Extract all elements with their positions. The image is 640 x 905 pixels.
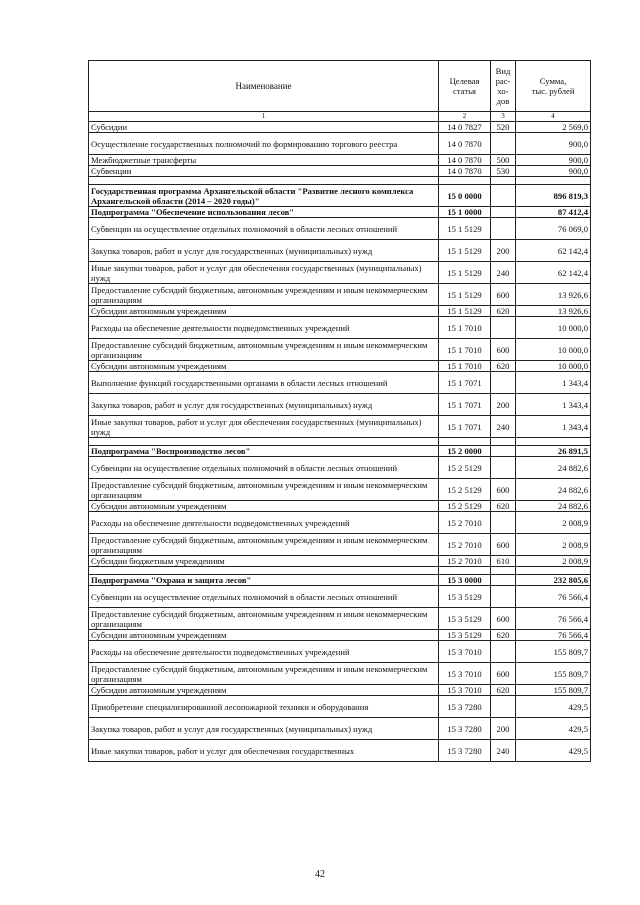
cell-name: Предоставление субсидий бюджетным, автономным учреждениям и иным некоммерческим организациям: [89, 663, 439, 685]
cell-type: [491, 446, 516, 457]
table-row: [89, 361, 591, 372]
cell-sum: 24 882,6: [516, 501, 591, 512]
cell-name: Субсидии автономным учреждениям: [89, 685, 439, 696]
cell-type: [491, 317, 516, 339]
cell-sum: 10 000,0: [516, 361, 591, 372]
empty-cell: [89, 438, 439, 446]
cell-sum: 1 343,4: [516, 372, 591, 394]
cell-name: Субвенции на осуществление отдельных полномочий в области лесных отношений: [89, 586, 439, 608]
table-row: [89, 718, 591, 740]
cell-code: 15 1 7010: [439, 339, 491, 361]
table-row: [89, 394, 591, 416]
cell-code: 15 2 7010: [439, 556, 491, 567]
cell-name: Субсидии автономным учреждениям: [89, 630, 439, 641]
table-row: [89, 339, 591, 361]
page-number: 42: [315, 869, 325, 880]
cell-code: 15 2 5129: [439, 479, 491, 501]
table-row: [89, 740, 591, 762]
cell-type: [491, 512, 516, 534]
cell-type: 600: [491, 663, 516, 685]
table-row: [89, 446, 591, 457]
cell-name: Расходы на обеспечение деятельности подведомственных учреждений: [89, 512, 439, 534]
cell-name: Субсидии автономным учреждениям: [89, 361, 439, 372]
table-row: [89, 586, 591, 608]
cell-type: 600: [491, 608, 516, 630]
cell-sum: 76 566,4: [516, 630, 591, 641]
cell-name: Предоставление субсидий бюджетным, автономным учреждениям и иным некоммерческим организациям: [89, 284, 439, 306]
cell-type: 200: [491, 240, 516, 262]
cell-code: 14 0 7870: [439, 155, 491, 166]
empty-cell: [516, 438, 591, 446]
cell-name: Субсидии: [89, 122, 439, 133]
cell-name: Предоставление субсидий бюджетным, автономным учреждениям и иным некоммерческим организациям: [89, 608, 439, 630]
cell-sum: 62 142,4: [516, 240, 591, 262]
table-row: [89, 685, 591, 696]
cell-sum: 900,0: [516, 133, 591, 155]
cell-type: 610: [491, 556, 516, 567]
cell-type: 600: [491, 534, 516, 556]
spacer-row: [89, 177, 591, 185]
cell-name: Субвенции: [89, 166, 439, 177]
table-row: [89, 608, 591, 630]
cell-code: 14 0 7870: [439, 133, 491, 155]
header-type: Вид рас- хо- дов: [491, 61, 516, 112]
table-row: [89, 512, 591, 534]
cell-type: 240: [491, 262, 516, 284]
cell-code: 15 1 7010: [439, 317, 491, 339]
header-sum: Сумма, тыс. рублей: [516, 61, 591, 112]
empty-cell: [491, 567, 516, 575]
table-row: [89, 166, 591, 177]
column-number: 2: [439, 112, 491, 122]
empty-cell: [491, 438, 516, 446]
budget-table: [88, 60, 591, 762]
cell-code: 15 1 5129: [439, 284, 491, 306]
cell-sum: 10 000,0: [516, 339, 591, 361]
table-row: [89, 663, 591, 685]
cell-sum: 429,5: [516, 718, 591, 740]
cell-sum: 900,0: [516, 166, 591, 177]
table-body: [89, 122, 591, 762]
cell-name: Подпрограмма "Охрана и защита лесов": [89, 575, 439, 586]
table-row: [89, 630, 591, 641]
cell-code: 15 3 0000: [439, 575, 491, 586]
cell-sum: 87 412,4: [516, 207, 591, 218]
column-number: 1: [89, 112, 439, 122]
cell-sum: 76 069,0: [516, 218, 591, 240]
cell-sum: 10 000,0: [516, 317, 591, 339]
cell-code: 15 2 5129: [439, 457, 491, 479]
cell-sum: 429,5: [516, 740, 591, 762]
cell-code: 15 3 7010: [439, 663, 491, 685]
cell-name: Приобретение специализированной лесопожарной техники и оборудования: [89, 696, 439, 718]
cell-type: [491, 586, 516, 608]
spacer-row: [89, 567, 591, 575]
cell-code: 15 1 5129: [439, 218, 491, 240]
cell-code: 15 2 0000: [439, 446, 491, 457]
table-row: [89, 207, 591, 218]
cell-name: Выполнение функций государственными органами в области лесных отношений: [89, 372, 439, 394]
cell-type: 240: [491, 416, 516, 438]
cell-code: 15 1 7010: [439, 361, 491, 372]
table-row: [89, 416, 591, 438]
cell-code: 15 3 7280: [439, 718, 491, 740]
table-row: [89, 284, 591, 306]
table-row: [89, 556, 591, 567]
cell-name: Субвенции на осуществление отдельных полномочий в области лесных отношений: [89, 218, 439, 240]
cell-type: [491, 457, 516, 479]
empty-cell: [516, 177, 591, 185]
cell-code: 15 1 0000: [439, 207, 491, 218]
cell-code: 15 0 0000: [439, 185, 491, 207]
cell-type: [491, 575, 516, 586]
empty-cell: [491, 177, 516, 185]
table-row: [89, 155, 591, 166]
cell-type: 620: [491, 306, 516, 317]
cell-type: 620: [491, 685, 516, 696]
cell-code: 15 2 5129: [439, 501, 491, 512]
cell-sum: 26 891,5: [516, 446, 591, 457]
cell-code: 15 3 7280: [439, 740, 491, 762]
table-row: [89, 262, 591, 284]
cell-sum: 13 926,6: [516, 306, 591, 317]
cell-name: Закупка товаров, работ и услуг для государственных (муниципальных) нужд: [89, 394, 439, 416]
table-row: [89, 479, 591, 501]
empty-cell: [516, 567, 591, 575]
table-row: [89, 306, 591, 317]
cell-sum: 2 569,0: [516, 122, 591, 133]
header-name: Наименование: [89, 61, 439, 112]
cell-code: 15 1 5129: [439, 240, 491, 262]
header-code: Целевая статья: [439, 61, 491, 112]
cell-type: 240: [491, 740, 516, 762]
cell-name: Субсидии автономным учреждениям: [89, 501, 439, 512]
cell-sum: 900,0: [516, 155, 591, 166]
cell-code: 15 3 7010: [439, 641, 491, 663]
cell-type: [491, 218, 516, 240]
cell-type: [491, 696, 516, 718]
cell-name: Иные закупки товаров, работ и услуг для обеспечения государственных: [89, 740, 439, 762]
cell-code: 15 1 7071: [439, 416, 491, 438]
cell-name: Расходы на обеспечение деятельности подведомственных учреждений: [89, 641, 439, 663]
cell-name: Подпрограмма "Воспроизводство лесов": [89, 446, 439, 457]
empty-cell: [439, 438, 491, 446]
cell-code: 15 1 7071: [439, 372, 491, 394]
table-row: [89, 240, 591, 262]
table-row: [89, 534, 591, 556]
cell-type: 530: [491, 166, 516, 177]
cell-name: Закупка товаров, работ и услуг для государственных (муниципальных) нужд: [89, 240, 439, 262]
cell-name: Предоставление субсидий бюджетным, автономным учреждениям и иным некоммерческим организациям: [89, 534, 439, 556]
cell-name: Предоставление субсидий бюджетным, автономным учреждениям и иным некоммерческим организациям: [89, 479, 439, 501]
table-row: [89, 501, 591, 512]
cell-code: 15 1 5129: [439, 306, 491, 317]
empty-cell: [439, 567, 491, 575]
cell-type: 200: [491, 718, 516, 740]
cell-type: 620: [491, 361, 516, 372]
cell-sum: 232 805,6: [516, 575, 591, 586]
cell-name: Иные закупки товаров, работ и услуг для обеспечения государственных (муниципальных) нужд: [89, 262, 439, 284]
cell-name: Расходы на обеспечение деятельности подведомственных учреждений: [89, 317, 439, 339]
cell-type: 600: [491, 339, 516, 361]
cell-sum: 155 809,7: [516, 685, 591, 696]
cell-sum: 76 566,4: [516, 586, 591, 608]
empty-cell: [439, 177, 491, 185]
cell-sum: 1 343,4: [516, 394, 591, 416]
cell-code: 15 2 7010: [439, 512, 491, 534]
cell-type: 500: [491, 155, 516, 166]
cell-code: 15 3 5129: [439, 608, 491, 630]
cell-type: 620: [491, 501, 516, 512]
cell-name: Субсидии автономным учреждениям: [89, 306, 439, 317]
cell-sum: 429,5: [516, 696, 591, 718]
cell-name: Иные закупки товаров, работ и услуг для обеспечения государственных (муниципальных) нужд: [89, 416, 439, 438]
cell-name: Субсидии бюджетным учреждениям: [89, 556, 439, 567]
cell-code: 15 2 7010: [439, 534, 491, 556]
table-row: [89, 372, 591, 394]
table-row: [89, 696, 591, 718]
cell-name: Государственная программа Архангельской области "Развитие лесного комплекса Архангельской области (2014 – 2020 годы)": [89, 185, 439, 207]
cell-name: Осуществление государственных полномочий по формированию торгового реестра: [89, 133, 439, 155]
table-row: [89, 122, 591, 133]
cell-type: [491, 207, 516, 218]
cell-type: 520: [491, 122, 516, 133]
table-row: [89, 457, 591, 479]
cell-sum: 896 819,3: [516, 185, 591, 207]
cell-type: [491, 185, 516, 207]
column-number: 3: [491, 112, 516, 122]
cell-sum: 24 882,6: [516, 479, 591, 501]
table-row: [89, 218, 591, 240]
cell-code: 15 1 5129: [439, 262, 491, 284]
cell-code: 14 0 7870: [439, 166, 491, 177]
cell-sum: 2 008,9: [516, 534, 591, 556]
cell-code: 15 1 7071: [439, 394, 491, 416]
cell-name: Межбюджетные трансферты: [89, 155, 439, 166]
cell-type: 600: [491, 284, 516, 306]
cell-name: Подпрограмма "Обеспечение использования лесов": [89, 207, 439, 218]
cell-sum: 62 142,4: [516, 262, 591, 284]
cell-sum: 24 882,6: [516, 457, 591, 479]
cell-name: Закупка товаров, работ и услуг для государственных (муниципальных) нужд: [89, 718, 439, 740]
table-row: [89, 575, 591, 586]
cell-type: [491, 133, 516, 155]
cell-code: 15 3 5129: [439, 630, 491, 641]
cell-sum: 2 008,9: [516, 512, 591, 534]
cell-sum: 1 343,4: [516, 416, 591, 438]
cell-sum: 2 008,9: [516, 556, 591, 567]
cell-type: [491, 641, 516, 663]
spacer-row: [89, 438, 591, 446]
cell-type: [491, 372, 516, 394]
table-row: [89, 133, 591, 155]
cell-sum: 155 809,7: [516, 663, 591, 685]
column-number: 4: [516, 112, 591, 122]
empty-cell: [89, 177, 439, 185]
table-row: [89, 641, 591, 663]
cell-code: 15 3 7010: [439, 685, 491, 696]
cell-sum: 155 809,7: [516, 641, 591, 663]
cell-code: 14 0 7827: [439, 122, 491, 133]
cell-type: 200: [491, 394, 516, 416]
cell-type: 600: [491, 479, 516, 501]
empty-cell: [89, 567, 439, 575]
table-header: [89, 61, 591, 122]
cell-name: Субвенции на осуществление отдельных полномочий в области лесных отношений: [89, 457, 439, 479]
cell-name: Предоставление субсидий бюджетным, автономным учреждениям и иным некоммерческим организациям: [89, 339, 439, 361]
cell-sum: 76 566,4: [516, 608, 591, 630]
cell-code: 15 3 7280: [439, 696, 491, 718]
cell-code: 15 3 5129: [439, 586, 491, 608]
table-row: [89, 185, 591, 207]
cell-sum: 13 926,6: [516, 284, 591, 306]
table-row: [89, 317, 591, 339]
cell-type: 620: [491, 630, 516, 641]
